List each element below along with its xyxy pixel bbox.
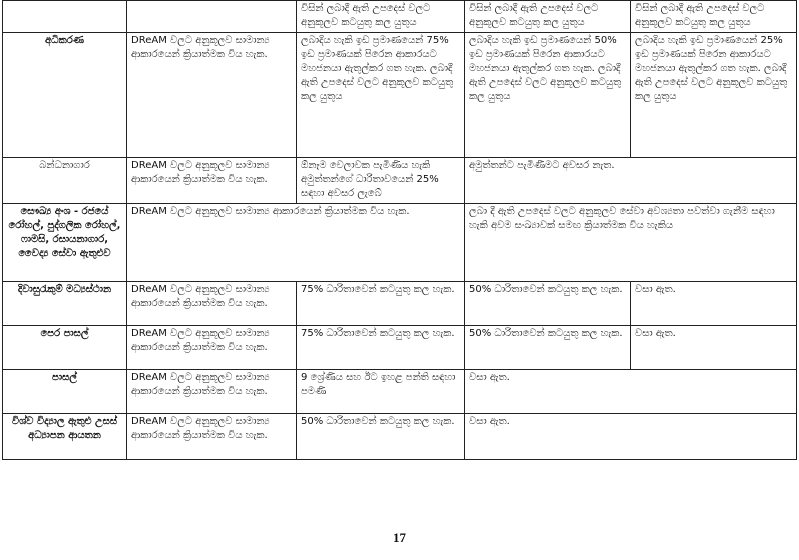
table-cell: DReAM වලට අනුකූලව සාමාන්‍ය ආකාරයෙන් ක්‍රියාත්මක විය හැක. [127,414,297,460]
table-row [3,414,797,460]
table-row [3,1,797,33]
row-label: විශ්ව විද්‍යාල ඇතුළු උසස් අධ්‍යාපන ආයතන [3,414,127,460]
table-cell: 50% ධාරිතාවෙන් කටයුතු කල හැක. [297,414,465,460]
table-row [3,158,797,204]
table-cell: 50% ධාරිතාවෙන් කටයුතු කල හැක. [465,326,631,370]
table-cell: DReAM වලට අනුකූලව සාමාන්‍ය ආකාරයෙන් ක්‍රියාත්මක විය හැක. [127,33,297,158]
header-cell-level-2: විසින් ලබාදී ඇති උපදෙස් වලට අනුකූලව කටයුතු කල යුතුය [465,1,631,33]
row-label: සෞඛ්‍ය අංශ - රජයේ රෝහල්, පුද්ගලික රෝහල්, ෆාමසි, රසායනාගාර, වෛද්‍ය සේවා ඇතුළුව [3,204,127,282]
table-cell: ලබාදිය හැකි ඉඩ ප්‍රමාණයෙන් 75% ඉඩ ප්‍රමාණයක් පිරෙන ආකාරයට මහජනයා ඇතුල්කර ගත හැක. ලබාදී ඇති උපදෙස් වලට අනුකූලව කටයුතු කල යුතුය [297,33,465,158]
table-row [3,370,797,414]
table-cell: ඕනෑම වෙලාවක පැමිණිය හැකි අමුත්තන්ගේ ධාරිතාවයෙන් 25% සඳහා අවසර ලැබේ [297,158,465,204]
table-cell: ලබාදිය හැකි ඉඩ ප්‍රමාණයෙන් 25% ඉඩ ප්‍රමාණයක් පිරෙන ආකාරයට මහජනයා ඇතුල්කර ගත හැක. ලබාදී ඇති උපදෙස් වලට අනුකූලව කටයුතු කල යුතුය [631,33,797,158]
table-cell: වසා ඇත. [465,370,797,414]
table-cell: 75% ධාරිතාවෙන් කටයුතු කල හැක. [297,282,465,326]
table-row [3,204,797,282]
table-cell: වසා ඇත. [631,326,797,370]
table-cell: 50% ධාරිතාවෙන් කටයුතු කල හැක. [465,282,631,326]
header-cell-label [3,1,127,33]
table-cell: DReAM වලට අනුකූලව සාමාන්‍ය ආකාරයෙන් ක්‍රියාත්මක විය හැක. [127,158,297,204]
table-cell: අමුත්තන්ට පැමිණීමට අවසර නැත. [465,158,797,204]
table-cell: 9 ශ්‍රේණිය සහ ඊට ඉහළ පන්ති සඳහා පමණි [297,370,465,414]
table-row [3,33,797,158]
row-label: අධිකරණ [3,33,127,158]
page-number: 17 [393,530,406,545]
header-cell-normal [127,1,297,33]
header-cell-level-3: විසින් ලබාදී ඇති උපදෙස් වලට අනුකූලව කටයුතු කල යුතුය [631,1,797,33]
table-cell: ලබාදිය හැකි ඉඩ ප්‍රමාණයෙන් 50% ඉඩ ප්‍රමාණයක් පිරෙන ආකාරයට මහජනයා ඇතුල්කර ගත හැක. ලබාදී ඇති උපදෙස් වලට අනුකූලව කටයුතු කල යුතුය [465,33,631,158]
table-row [3,326,797,370]
table-cell: DReAM වලට අනුකූලව සාමාන්‍ය ආකාරයෙන් ක්‍රියාත්මක විය හැක. [127,370,297,414]
table-row [3,282,797,326]
table-cell: වසා ඇත. [465,414,797,460]
row-label: දිවාසුරැකුම් මධ්‍යස්ථාන [3,282,127,326]
row-label: පාසල් [3,370,127,414]
table-cell: DReAM වලට අනුකූලව සාමාන්‍ය ආකාරයෙන් ක්‍රියාත්මක විය හැක. [127,326,297,370]
row-label: පෙර පාසල් [3,326,127,370]
header-cell-level-1: විසින් ලබාදී ඇති උපදෙස් වලට අනුකූලව කටයුතු කල යුතුය [297,1,465,33]
table-cell: DReAM වලට අනුකූලව සාමාන්‍ය ආකාරයෙන් ක්‍රියාත්මක විය හැක. [127,282,297,326]
table-cell: වසා ඇත. [631,282,797,326]
row-label: බන්ධනාගාර [3,158,127,204]
table-cell: 75% ධාරිතාවෙන් කටයුතු කල හැක. [297,326,465,370]
table-cell: ලබා දී ඇති උපදෙස් වලට අනුකූලව සේවා අවශ්‍යතා පවත්වා ගැනීම සඳහා හැකි අවම සංඛ්‍යාවක් සමඟ ක්‍රියාත්මක විය හැකිය [465,204,797,282]
regulations-table [2,0,797,460]
table-cell: DReAM වලට අනුකූලව සාමාන්‍ය ආකාරයෙන් ක්‍රියාත්මක විය හැක. [127,204,465,282]
